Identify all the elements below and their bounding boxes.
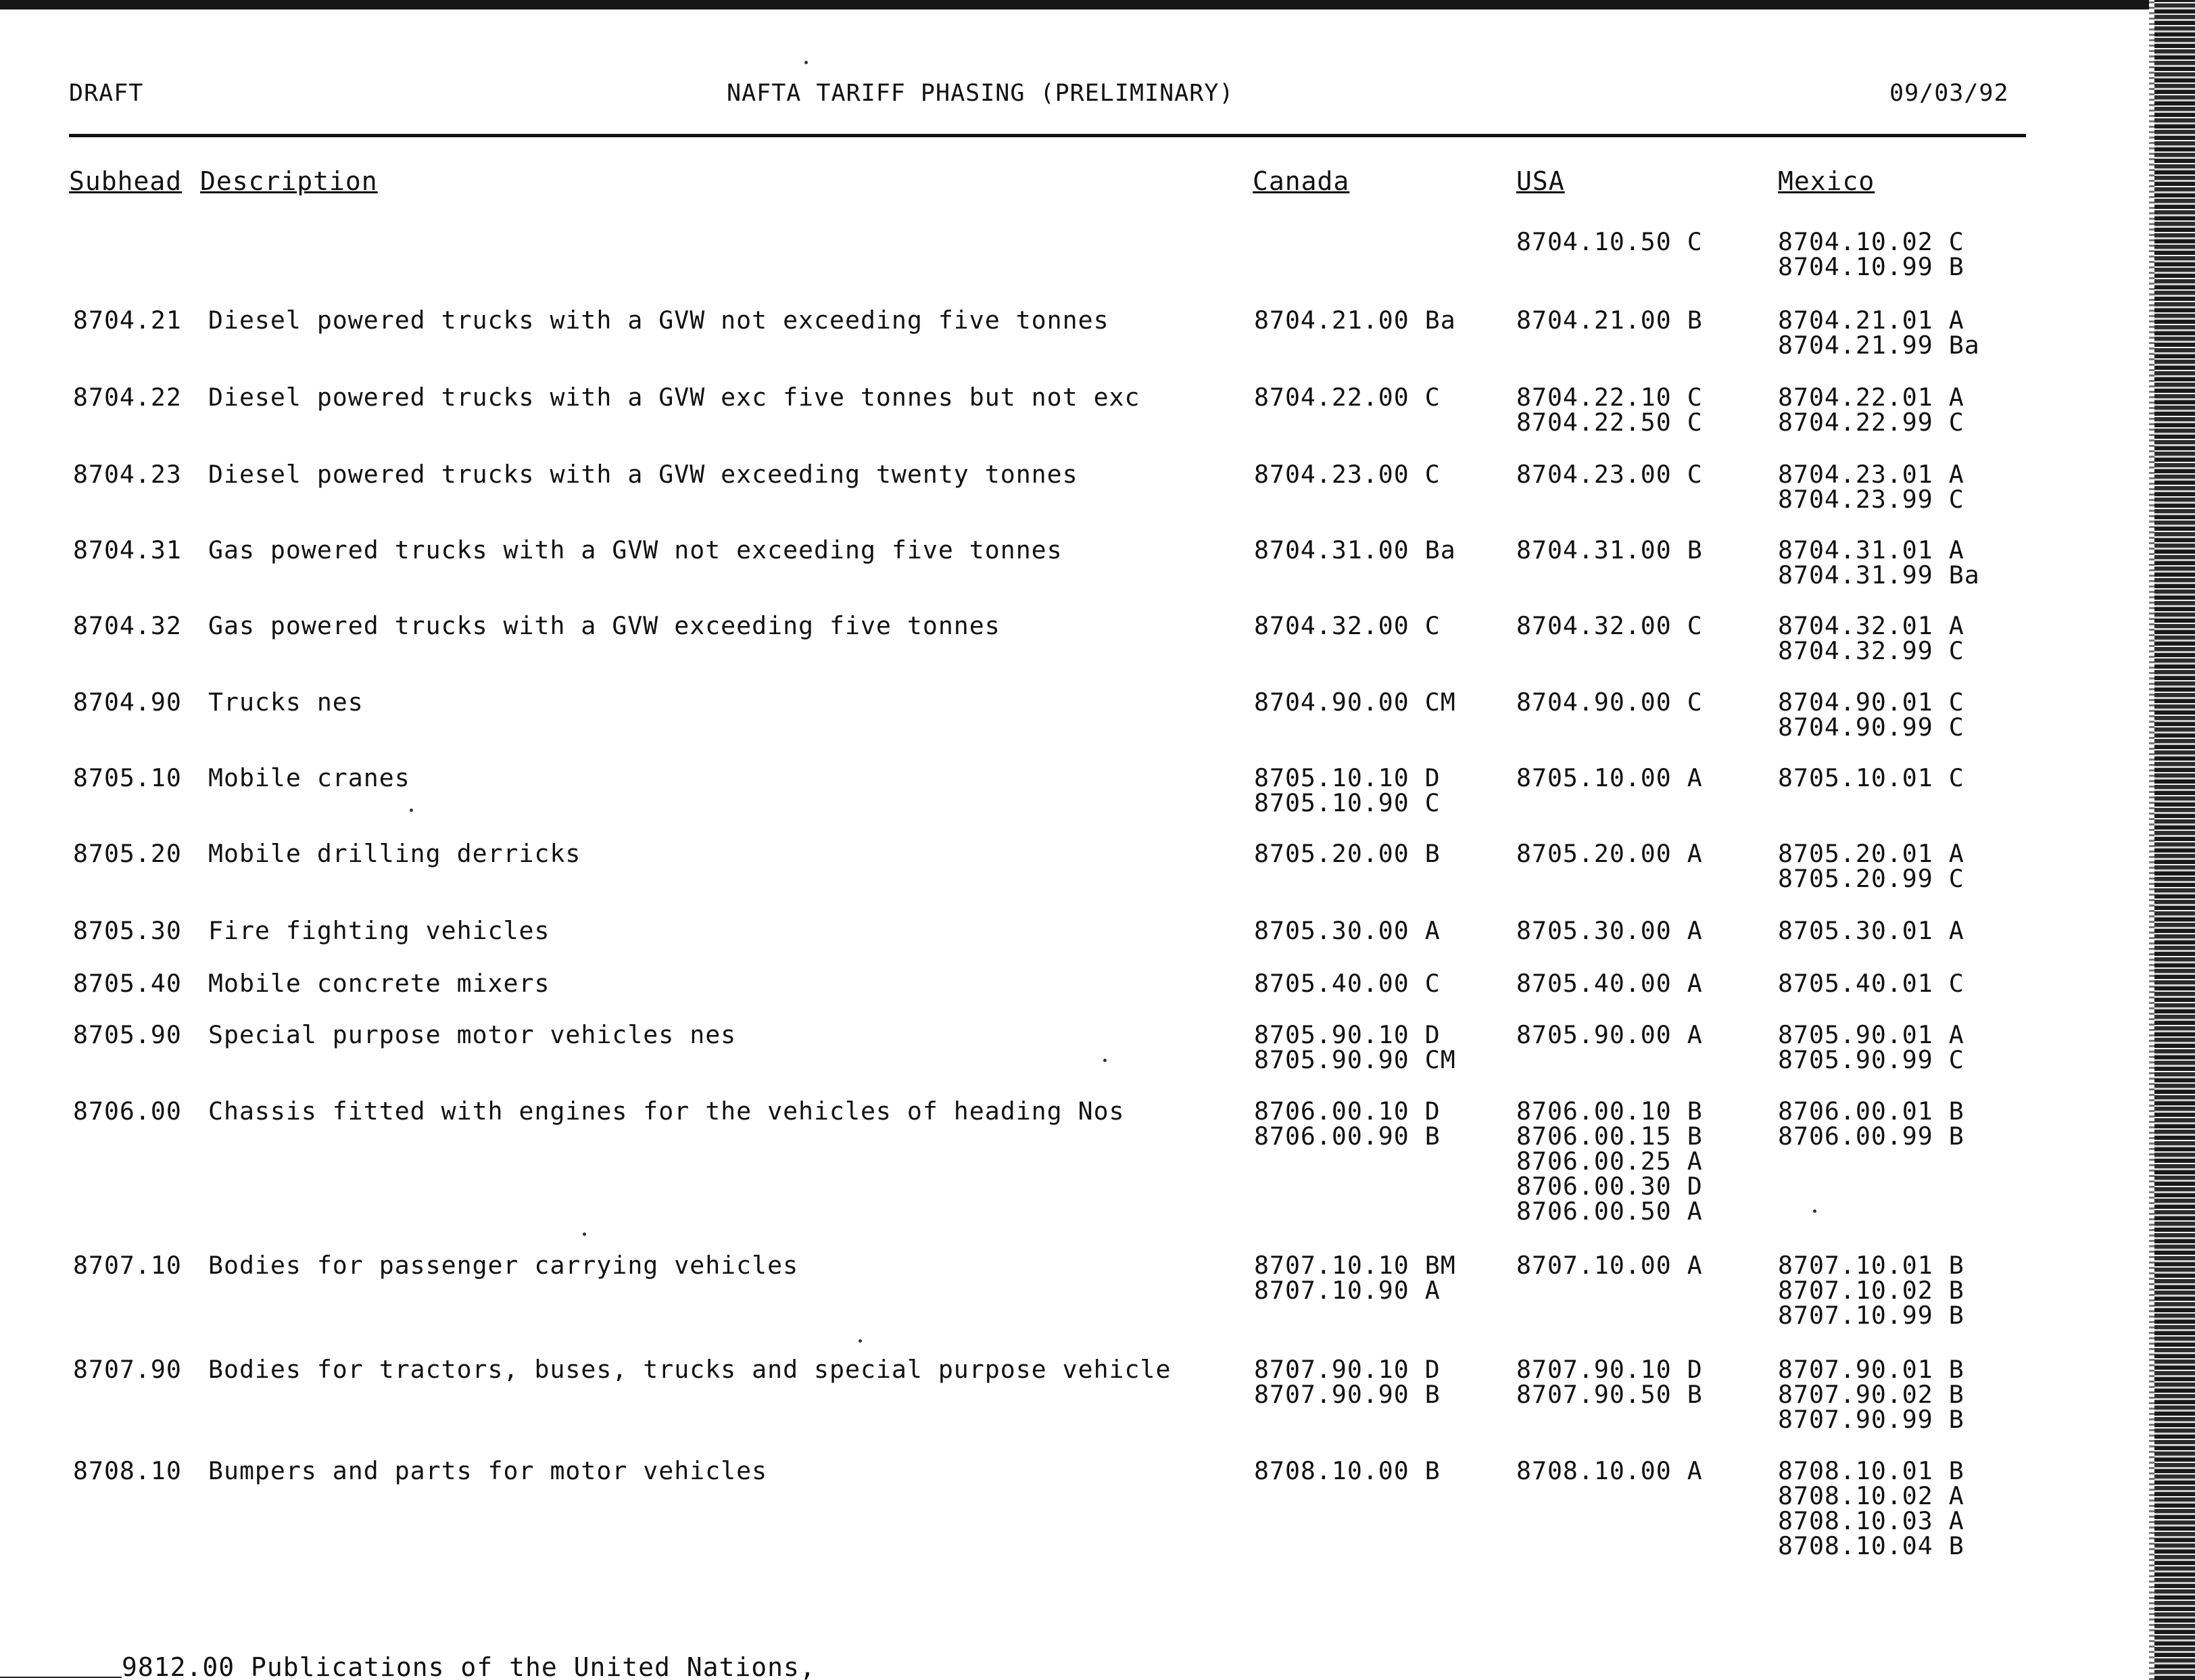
mexico-code: 8704.32.01 A — [1778, 611, 1964, 640]
mexico-codes-cell — [1778, 535, 1980, 590]
usa-code: 8704.22.50 C — [1516, 408, 1703, 437]
footer-partial-line: 9812.00 Publications of the United Nations, — [122, 1652, 816, 1680]
description-cell: Trucks nes — [208, 688, 364, 717]
canada-code: 8704.21.00 Ba — [1254, 306, 1456, 335]
mexico-code: 8704.21.99 Ba — [1778, 331, 1980, 360]
usa-code: 8707.90.10 D — [1516, 1355, 1703, 1384]
usa-code: 8705.90.00 A — [1516, 1020, 1703, 1049]
usa-codes-cell — [1516, 918, 1703, 943]
subhead-cell: 8705.40 — [73, 969, 182, 998]
mexico-codes-cell — [1778, 1458, 1964, 1558]
canada-code: 8707.90.10 D — [1254, 1355, 1441, 1384]
canada-codes-cell — [1254, 690, 1456, 715]
mexico-code: 8705.10.01 C — [1778, 763, 1964, 792]
scan-speck — [583, 1232, 586, 1236]
mexico-codes-cell — [1778, 308, 1980, 358]
canada-code: 8704.32.00 C — [1254, 611, 1441, 640]
canada-codes-cell — [1254, 308, 1456, 333]
canada-code: 8707.10.10 BM — [1254, 1251, 1456, 1280]
draft-label: DRAFT — [69, 80, 144, 107]
mexico-code: 8707.90.99 B — [1778, 1405, 1964, 1434]
mexico-code: 8704.90.01 C — [1778, 688, 1964, 717]
canada-code: 8707.90.90 B — [1254, 1380, 1441, 1409]
canada-codes-cell — [1254, 535, 1456, 565]
mexico-code: 8704.31.01 A — [1778, 535, 1964, 565]
description-cell: Diesel powered trucks with a GVW exceeding twenty tonnes — [208, 460, 1078, 489]
usa-code: 8707.10.00 A — [1516, 1251, 1703, 1280]
subhead-cell: 8705.90 — [73, 1020, 182, 1049]
canada-code: 8708.10.00 B — [1254, 1456, 1441, 1485]
usa-codes-cell — [1516, 613, 1703, 638]
canada-code: 8704.23.00 C — [1254, 460, 1441, 489]
usa-code: 8706.00.50 A — [1516, 1197, 1703, 1226]
description-cell: Fire fighting vehicles — [208, 916, 550, 945]
canada-code: 8705.40.00 C — [1254, 969, 1441, 998]
canada-code: 8705.10.90 C — [1254, 788, 1441, 817]
canada-code: 8707.10.90 A — [1254, 1276, 1441, 1305]
mexico-code: 8704.32.99 C — [1778, 636, 1964, 665]
canada-codes-cell — [1254, 385, 1441, 410]
usa-code: 8706.00.25 A — [1516, 1147, 1703, 1176]
mexico-code: 8704.90.99 C — [1778, 713, 1964, 742]
mexico-code: 8708.10.02 A — [1778, 1481, 1964, 1510]
usa-code: 8706.00.30 D — [1516, 1172, 1703, 1201]
subhead-cell: 8707.90 — [73, 1355, 182, 1384]
canada-codes-cell — [1254, 462, 1441, 487]
usa-codes-cell — [1516, 462, 1703, 487]
mexico-code: 8705.40.01 C — [1778, 969, 1964, 998]
mexico-code: 8704.10.02 C — [1778, 227, 1964, 256]
usa-codes-cell — [1516, 1458, 1703, 1483]
usa-code: 8704.32.00 C — [1516, 611, 1703, 640]
subhead-cell: 8704.90 — [73, 688, 182, 717]
mexico-code: 8706.00.99 B — [1778, 1122, 1964, 1151]
description-cell: Gas powered trucks with a GVW not exceeding five tonnes — [208, 535, 1063, 565]
usa-codes-cell — [1516, 535, 1703, 565]
canada-codes-cell — [1254, 765, 1441, 815]
canada-code: 8704.90.00 CM — [1254, 688, 1456, 717]
description-cell: Gas powered trucks with a GVW exceeding five tonnes — [208, 611, 1000, 640]
description-cell: Chassis fitted with engines for the vehicles of heading Nos — [208, 1097, 1125, 1126]
subhead-cell: 8707.10 — [73, 1251, 182, 1280]
subhead-cell: 8706.00 — [73, 1097, 182, 1126]
usa-codes-cell — [1516, 308, 1703, 333]
column-header-canada: Canada — [1253, 166, 1350, 196]
mexico-codes-cell — [1778, 918, 1964, 943]
scan-speck — [410, 809, 413, 812]
header-rule — [69, 134, 2026, 137]
subhead-cell: 8705.30 — [73, 916, 182, 945]
mexico-code: 8707.90.02 B — [1778, 1380, 1964, 1409]
mexico-code: 8704.23.99 C — [1778, 485, 1964, 514]
canada-code: 8705.10.10 D — [1254, 763, 1441, 792]
description-cell: Mobile concrete mixers — [208, 969, 550, 998]
subhead-cell: 8704.23 — [73, 460, 182, 489]
mexico-code: 8707.10.01 B — [1778, 1251, 1964, 1280]
usa-code: 8704.10.50 C — [1516, 227, 1703, 256]
usa-code: 8708.10.00 A — [1516, 1456, 1703, 1485]
subhead-cell: 8704.22 — [73, 383, 182, 412]
mexico-codes-cell — [1778, 385, 1964, 435]
canada-code: 8704.31.00 Ba — [1254, 535, 1456, 565]
column-header-subhead: Subhead — [69, 166, 183, 196]
scan-speck — [1813, 1209, 1816, 1213]
scan-speck — [1103, 1059, 1107, 1062]
usa-code: 8706.00.15 B — [1516, 1122, 1703, 1151]
canada-codes-cell — [1254, 613, 1441, 638]
mexico-code: 8704.23.01 A — [1778, 460, 1964, 489]
scan-top-edge — [0, 0, 2195, 9]
mexico-code: 8708.10.04 B — [1778, 1531, 1964, 1560]
description-cell: Mobile cranes — [208, 763, 410, 792]
mexico-codes-cell — [1778, 765, 1964, 790]
mexico-code: 8704.21.01 A — [1778, 306, 1964, 335]
usa-code: 8704.31.00 B — [1516, 535, 1703, 565]
mexico-code: 8707.10.99 B — [1778, 1301, 1964, 1330]
canada-codes-cell — [1254, 1357, 1441, 1407]
usa-code: 8704.21.00 B — [1516, 306, 1703, 335]
canada-codes-cell — [1254, 971, 1441, 996]
document-date: 09/03/92 — [1889, 80, 2009, 107]
subhead-cell: 8705.10 — [73, 763, 182, 792]
mexico-codes-cell — [1778, 841, 1964, 891]
description-cell: Bumpers and parts for motor vehicles — [208, 1456, 768, 1485]
mexico-codes-cell — [1778, 1099, 1964, 1149]
subhead-cell: 8704.21 — [73, 306, 182, 335]
canada-code: 8706.00.90 B — [1254, 1122, 1441, 1151]
mexico-code: 8704.22.99 C — [1778, 408, 1964, 437]
column-header-usa: USA — [1516, 166, 1565, 196]
usa-codes-cell — [1516, 690, 1703, 715]
usa-code: 8704.90.00 C — [1516, 688, 1703, 717]
mexico-code: 8705.20.01 A — [1778, 839, 1964, 868]
mexico-code: 8705.30.01 A — [1778, 916, 1964, 945]
mexico-code: 8704.22.01 A — [1778, 383, 1964, 412]
usa-code: 8704.22.10 C — [1516, 383, 1703, 412]
canada-code: 8705.90.90 CM — [1254, 1045, 1456, 1074]
description-cell: Special purpose motor vehicles nes — [208, 1020, 737, 1049]
mexico-codes-cell — [1778, 971, 1964, 996]
scan-speck — [804, 61, 808, 64]
usa-codes-cell — [1516, 841, 1703, 866]
mexico-codes-cell — [1778, 462, 1964, 512]
mexico-codes-cell — [1778, 1022, 1964, 1072]
canada-codes-cell — [1254, 1022, 1456, 1072]
usa-codes-cell — [1516, 1253, 1703, 1278]
usa-codes-cell — [1516, 1099, 1703, 1224]
mexico-code: 8707.90.01 B — [1778, 1355, 1964, 1384]
mexico-code: 8707.10.02 B — [1778, 1276, 1964, 1305]
canada-code: 8705.30.00 A — [1254, 916, 1441, 945]
description-cell: Diesel powered trucks with a GVW exc five tonnes but not exc — [208, 383, 1140, 412]
mexico-code: 8704.10.99 B — [1778, 252, 1964, 281]
usa-codes-cell — [1516, 385, 1703, 435]
mexico-code: 8708.10.03 A — [1778, 1506, 1964, 1535]
mexico-code: 8708.10.01 B — [1778, 1456, 1964, 1485]
mexico-code: 8705.90.99 C — [1778, 1045, 1964, 1074]
usa-code: 8704.23.00 C — [1516, 460, 1703, 489]
mexico-codes-cell — [1778, 229, 1964, 279]
usa-code: 8707.90.50 B — [1516, 1380, 1703, 1409]
description-cell: Bodies for passenger carrying vehicles — [208, 1251, 799, 1280]
canada-codes-cell — [1254, 1099, 1441, 1149]
scan-right-edge-inner — [2149, 0, 2154, 1680]
column-header-mexico: Mexico — [1778, 166, 1875, 196]
usa-code: 8706.00.10 B — [1516, 1097, 1703, 1126]
scan-right-edge — [2154, 0, 2195, 1680]
usa-code: 8705.30.00 A — [1516, 916, 1703, 945]
usa-codes-cell — [1516, 1357, 1703, 1407]
canada-codes-cell — [1254, 841, 1441, 866]
mexico-code: 8706.00.01 B — [1778, 1097, 1964, 1126]
mexico-code: 8704.31.99 Ba — [1778, 560, 1980, 590]
description-cell: Mobile drilling derricks — [208, 839, 581, 868]
canada-code: 8706.00.10 D — [1254, 1097, 1441, 1126]
description-cell: Diesel powered trucks with a GVW not exceeding five tonnes — [208, 306, 1109, 335]
usa-codes-cell — [1516, 765, 1703, 790]
mexico-code: 8705.90.01 A — [1778, 1020, 1964, 1049]
mexico-codes-cell — [1778, 613, 1964, 663]
footer-rule — [0, 1677, 122, 1678]
subhead-cell: 8705.20 — [73, 839, 182, 868]
usa-code: 8705.10.00 A — [1516, 763, 1703, 792]
canada-code: 8705.90.10 D — [1254, 1020, 1441, 1049]
description-cell: Bodies for tractors, buses, trucks and special purpose vehicle — [208, 1355, 1172, 1384]
usa-codes-cell — [1516, 229, 1703, 254]
usa-code: 8705.40.00 A — [1516, 969, 1703, 998]
subhead-cell: 8708.10 — [73, 1456, 182, 1485]
subhead-cell: 8704.32 — [73, 611, 182, 640]
canada-code: 8705.20.00 B — [1254, 839, 1441, 868]
mexico-codes-cell — [1778, 1357, 1964, 1432]
scan-speck — [859, 1339, 862, 1343]
canada-codes-cell — [1254, 918, 1441, 943]
usa-codes-cell — [1516, 971, 1703, 996]
canada-codes-cell — [1254, 1253, 1456, 1303]
page-title: NAFTA TARIFF PHASING (PRELIMINARY) — [727, 80, 1234, 107]
subhead-cell: 8704.31 — [73, 535, 182, 565]
mexico-codes-cell — [1778, 1253, 1964, 1328]
usa-code: 8705.20.00 A — [1516, 839, 1703, 868]
column-header-description: Description — [200, 166, 378, 196]
mexico-code: 8705.20.99 C — [1778, 864, 1964, 893]
usa-codes-cell — [1516, 1022, 1703, 1047]
mexico-codes-cell — [1778, 690, 1964, 740]
canada-codes-cell — [1254, 1458, 1441, 1483]
canada-code: 8704.22.00 C — [1254, 383, 1441, 412]
